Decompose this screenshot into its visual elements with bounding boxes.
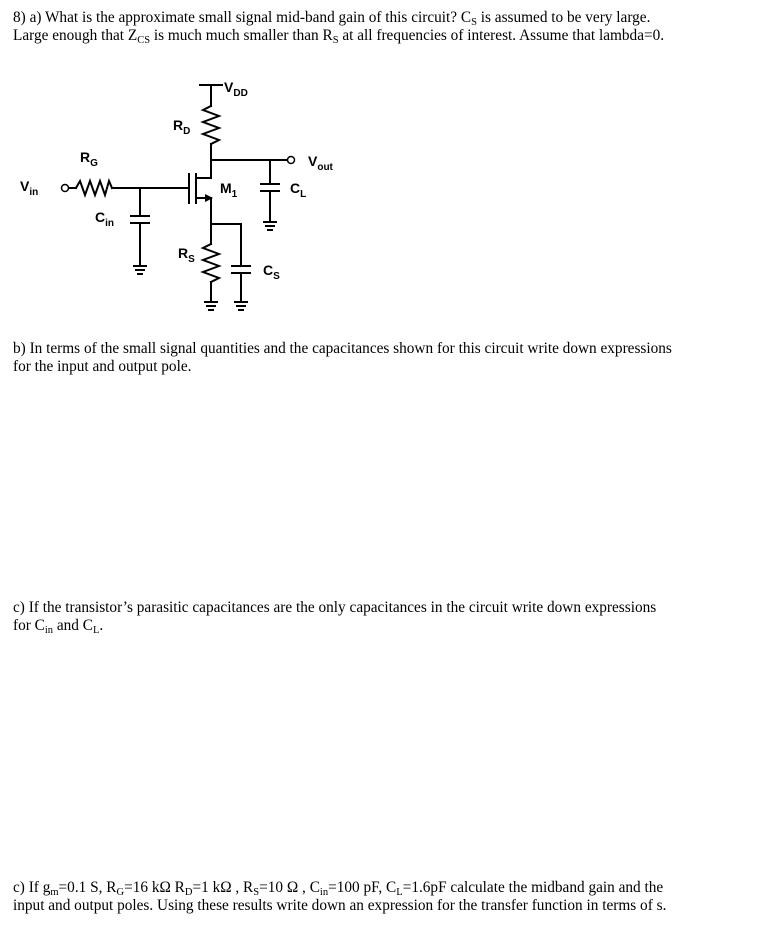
- question-c1: [13, 599, 773, 635]
- question-a-line1: 8) a) What is the approximate small signal mid-band gain of this circuit? $C_S$ is assumed to be very large.: [13, 9, 651, 28]
- cl-capacitor: [261, 160, 279, 222]
- question-c2-line1: c) If $g_m=0.1$ S, $R_G=16$ kΩ $R_D=1$ kΩ , $R_S=10$ Ω , $C_{in}=100$ pF, $C_L=1.6pF$ calculate the midband gain and the: [13, 879, 664, 898]
- question-b: [13, 340, 773, 376]
- question-c2: [13, 879, 773, 915]
- vin-label: $V_{in}$: [20, 178, 39, 198]
- question-b-line1: b) In terms of the small signal quantities and the capacitances shown for this circuit write down expressions: [13, 340, 672, 357]
- rd-resistor: [203, 106, 219, 144]
- vin-terminal: [62, 185, 69, 192]
- vout-terminal: [288, 157, 295, 164]
- cs-capacitor: [232, 224, 250, 302]
- question-a-line2: Large enough that $Z_{CS}$ is much much smaller than $R_S$ at all frequencies of interest. Assume that lambda=0.: [13, 27, 665, 46]
- cin-ground-icon: [134, 266, 146, 274]
- cs-label: $C_S$: [263, 262, 280, 282]
- question-c1-line1: c) If the transistor’s parasitic capacitances are the only capacitances in the circuit write down expressions: [13, 599, 657, 616]
- question-c2-line2: input and output poles. Using these results write down an expression for the transfer function in terms of s.: [13, 897, 667, 914]
- circuit-schematic: [0, 60, 780, 330]
- cs-ground-icon: [235, 302, 247, 310]
- m1-transistor: [189, 160, 211, 224]
- question-a: [13, 9, 773, 45]
- vout-label: $V_{out}$: [308, 153, 333, 173]
- rs-resistor: [203, 244, 219, 282]
- question-c1-line2: for $C_{in}$ and $C_L$.: [13, 617, 104, 636]
- rg-resistor: [76, 181, 112, 195]
- cl-ground-icon: [264, 222, 276, 230]
- rd-label: $R_D$: [173, 117, 191, 137]
- cin-label: $C_{in}$: [95, 209, 115, 229]
- rg-label: $R_G$: [80, 149, 98, 169]
- rs-ground-icon: [205, 302, 217, 310]
- cl-label: $C_L$: [290, 180, 307, 200]
- rs-label: $R_S$: [178, 245, 195, 265]
- cin-capacitor: [131, 188, 149, 266]
- m1-label: $M_1$: [220, 180, 238, 200]
- vdd-label: $V_{DD}$: [224, 79, 248, 99]
- question-b-line2: for the input and output pole.: [13, 358, 192, 375]
- vdd-rail: [200, 85, 222, 106]
